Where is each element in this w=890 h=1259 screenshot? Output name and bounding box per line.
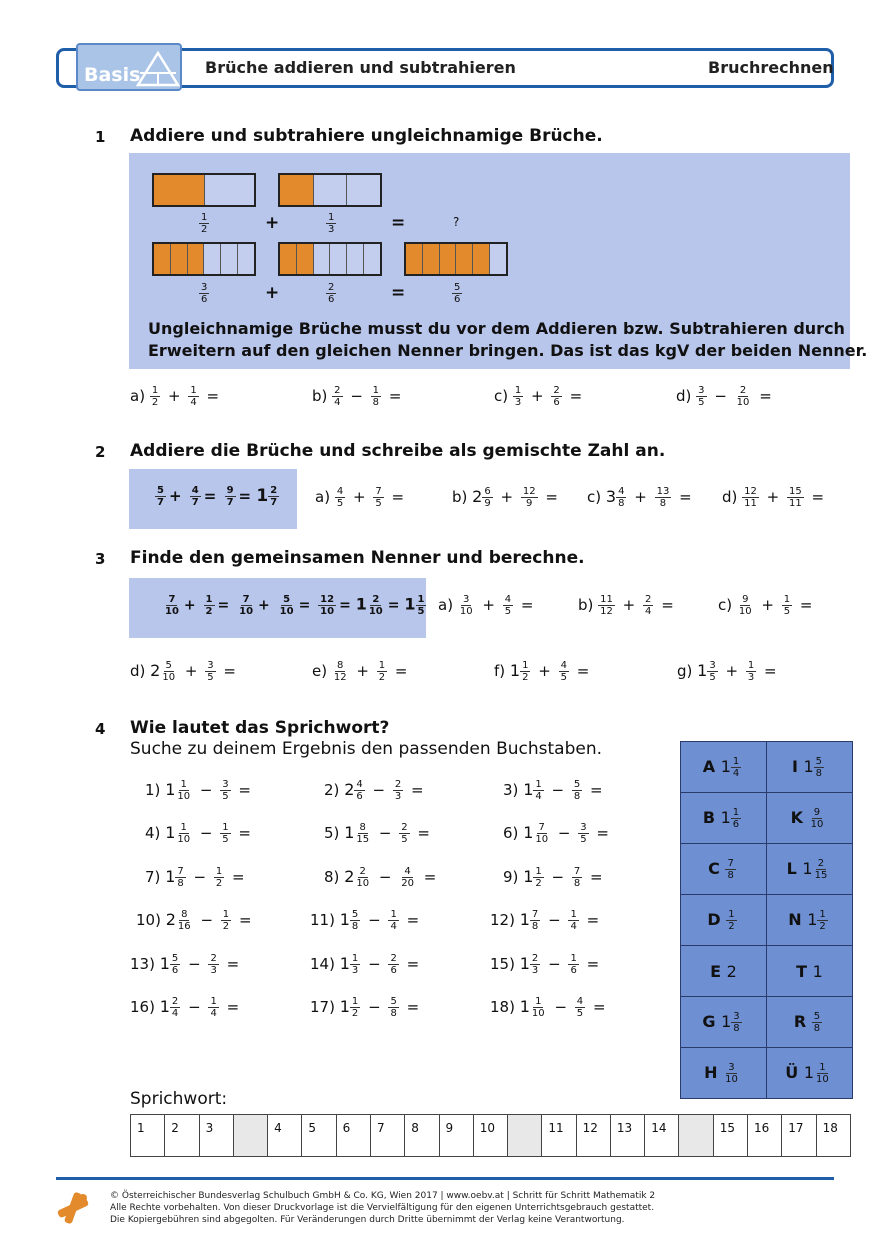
answer-cell[interactable]: 3 xyxy=(199,1115,233,1157)
equals-sign: = xyxy=(391,283,406,303)
answer-label: Sprichwort: xyxy=(130,1089,228,1109)
fraction: $\frac{1}{3}$ xyxy=(328,212,335,235)
equals-sign: = xyxy=(391,213,406,233)
exercise-item: 9) 1 $\frac{1}{2}$ − $\frac{7}{8}$ = xyxy=(503,866,603,889)
example-equation: $\frac{5}{7}$ + $\frac{4}{7}$ = $\frac{9}{7}$ = 1 $\frac{2}{7}$ xyxy=(157,485,278,508)
answer-cell[interactable]: 18 xyxy=(816,1115,850,1157)
exercise-item: 11) 1 $\frac{5}{8}$ − $\frac{1}{4}$ = xyxy=(310,909,420,932)
key-cell: H $\frac{3}{10}$ xyxy=(681,1048,767,1099)
answer-cell[interactable]: 17 xyxy=(782,1115,816,1157)
plus-sign: + xyxy=(265,213,280,233)
task-number: 4 xyxy=(95,720,106,738)
answer-cell[interactable] xyxy=(508,1115,542,1157)
answer-cell[interactable]: 11 xyxy=(542,1115,576,1157)
solution-key-table xyxy=(680,741,853,1099)
task-number: 1 xyxy=(95,128,106,146)
rule-text xyxy=(148,318,867,362)
exercise-item: c) $\frac{1}{3}$ + $\frac{2}{6}$ = xyxy=(494,385,583,408)
footer-line: Alle Rechte vorbehalten. Von dieser Druckvorlage ist die Vervielfältigung für den eigenen Unterrichtsgebrauch gestattet. xyxy=(110,1203,655,1213)
key-cell: L 1 $\frac{2}{15}$ xyxy=(767,844,853,895)
answer-cell[interactable]: 13 xyxy=(610,1115,644,1157)
task-title: Addiere und subtrahiere ungleichnamige Brüche. xyxy=(130,126,603,146)
exercise-item: 6) 1 $\frac{7}{10}$ − $\frac{3}{5}$ = xyxy=(503,822,609,845)
key-cell: K $\frac{9}{10}$ xyxy=(767,793,853,844)
answer-cell[interactable]: 10 xyxy=(473,1115,507,1157)
task-number: 2 xyxy=(95,443,106,461)
exercise-item: c) $\frac{9}{10}$ + $\frac{1}{5}$ = xyxy=(718,594,813,617)
exercise-item: 12) 1 $\frac{7}{8}$ − $\frac{1}{4}$ = xyxy=(490,909,600,932)
page-title: Brüche addieren und subtrahieren xyxy=(205,58,516,77)
answer-table xyxy=(130,1114,851,1157)
plus-sign: + xyxy=(265,283,280,303)
exercise-item: 13) 1 $\frac{5}{6}$ − $\frac{2}{3}$ = xyxy=(130,953,240,976)
fraction-bar xyxy=(278,173,382,207)
unknown-result: ? xyxy=(453,215,460,229)
key-cell: A 1 $\frac{1}{4}$ xyxy=(681,742,767,793)
footer-line: Die Kopiergebühren sind abgegolten. Für Veränderungen durch Dritte übernimmt der Verlag keine Verantwortung. xyxy=(110,1215,625,1225)
answer-cell[interactable]: 8 xyxy=(405,1115,439,1157)
key-cell: C $\frac{7}{8}$ xyxy=(681,844,767,895)
key-cell: I 1 $\frac{5}{8}$ xyxy=(767,742,853,793)
exercise-item: 1) 1 $\frac{1}{10}$ − $\frac{3}{5}$ = xyxy=(145,779,251,802)
exercise-item: a) $\frac{4}{5}$ + $\frac{7}{5}$ = xyxy=(315,486,405,509)
answer-cell[interactable]: 4 xyxy=(268,1115,302,1157)
footer-rule xyxy=(56,1177,834,1180)
answer-cell[interactable]: 14 xyxy=(645,1115,679,1157)
exercise-item: e) $\frac{8}{12}$ + $\frac{1}{2}$ = xyxy=(312,660,408,683)
exercise-item: b) $\frac{2}{4}$ − $\frac{1}{8}$ = xyxy=(312,385,402,408)
triangle-logo-icon xyxy=(136,49,180,89)
basis-logo xyxy=(76,43,182,91)
task-title: Wie lautet das Sprichwort? xyxy=(130,718,390,738)
answer-cell[interactable] xyxy=(679,1115,713,1157)
key-cell: Ü 1 $\frac{1}{10}$ xyxy=(767,1048,853,1099)
fraction-bar xyxy=(404,242,508,276)
key-cell: R $\frac{5}{8}$ xyxy=(767,997,853,1048)
exercise-item: 7) 1 $\frac{7}{8}$ − $\frac{1}{2}$ = xyxy=(145,866,245,889)
answer-cell[interactable] xyxy=(233,1115,267,1157)
exercise-item: 15) 1 $\frac{2}{3}$ − $\frac{1}{6}$ = xyxy=(490,953,600,976)
exercise-item: a) $\frac{1}{2}$ + $\frac{1}{4}$ = xyxy=(130,385,220,408)
exercise-item: 16) 1 $\frac{2}{4}$ − $\frac{1}{4}$ = xyxy=(130,996,240,1019)
exercise-item: 10) 2 $\frac{8}{16}$ − $\frac{1}{2}$ = xyxy=(136,909,252,932)
fraction: $\frac{3}{6}$ xyxy=(201,282,208,305)
answer-cell[interactable]: 9 xyxy=(439,1115,473,1157)
fraction-bar xyxy=(152,173,256,207)
example-equation: $\frac{7}{10}$ + $\frac{1}{2}$ = $\frac{7}{10}$ + $\frac{5}{10}$ = $\frac{12}{10}$ = 1 $\frac{2}{10}$ = 1 $\frac{1}{5}$ xyxy=(165,594,425,617)
exercise-item: 17) 1 $\frac{1}{2}$ − $\frac{5}{8}$ = xyxy=(310,996,420,1019)
answer-cell[interactable]: 12 xyxy=(576,1115,610,1157)
answer-cell[interactable]: 15 xyxy=(713,1115,747,1157)
rule-line: Ungleichnamige Brüche musst du vor dem Addieren bzw. Subtrahieren durch xyxy=(148,319,845,338)
key-cell: G 1 $\frac{3}{8}$ xyxy=(681,997,767,1048)
fraction-bar xyxy=(278,242,382,276)
exercise-item: 5) 1 $\frac{8}{15}$ − $\frac{2}{5}$ = xyxy=(324,822,430,845)
fraction-bar xyxy=(152,242,256,276)
footer-text xyxy=(110,1190,655,1226)
exercise-item: d) 2 $\frac{5}{10}$ + $\frac{3}{5}$ = xyxy=(130,660,236,683)
exercise-item: c) 3 $\frac{4}{8}$ + $\frac{13}{8}$ = xyxy=(587,486,692,509)
footer-line: © Österreichischer Bundesverlag Schulbuch GmbH & Co. KG, Wien 2017 | www.oebv.at | Schritt für Schritt Mathematik 2 xyxy=(110,1191,656,1201)
exercise-item: 3) 1 $\frac{1}{4}$ − $\frac{5}{8}$ = xyxy=(503,779,603,802)
logo-text: Basis xyxy=(84,64,141,86)
exercise-item: f) 1 $\frac{1}{2}$ + $\frac{4}{5}$ = xyxy=(494,660,590,683)
exercise-item: d) $\frac{12}{11}$ + $\frac{15}{11}$ = xyxy=(722,486,825,509)
task-title: Addiere die Brüche und schreibe als gemischte Zahl an. xyxy=(130,441,666,461)
exercise-item: b) $\frac{11}{12}$ + $\frac{2}{4}$ = xyxy=(578,594,674,617)
exercise-item: 18) 1 $\frac{1}{10}$ − $\frac{4}{5}$ = xyxy=(490,996,606,1019)
answer-cell[interactable]: 1 xyxy=(131,1115,165,1157)
fraction: $\frac{5}{6}$ xyxy=(454,282,461,305)
rule-line: Erweitern auf den gleichen Nenner bringen. Das ist das kgV der beiden Nenner. xyxy=(148,341,868,360)
exercise-item: 14) 1 $\frac{1}{3}$ − $\frac{2}{6}$ = xyxy=(310,953,420,976)
task-title: Finde den gemeinsamen Nenner und berechne. xyxy=(130,548,585,568)
answer-cell[interactable]: 5 xyxy=(302,1115,336,1157)
answer-cell[interactable]: 7 xyxy=(370,1115,404,1157)
exercise-item: d) $\frac{3}{5}$ − $\frac{2}{10}$ = xyxy=(676,385,772,408)
key-cell: B 1 $\frac{1}{6}$ xyxy=(681,793,767,844)
answer-cell[interactable]: 6 xyxy=(336,1115,370,1157)
exercise-item: b) 2 $\frac{6}{9}$ + $\frac{12}{9}$ = xyxy=(452,486,558,509)
exercise-item: a) $\frac{3}{10}$ + $\frac{4}{5}$ = xyxy=(438,594,534,617)
key-cell: E 2 xyxy=(681,946,767,997)
fraction: $\frac{2}{6}$ xyxy=(328,282,335,305)
key-cell: T 1 xyxy=(767,946,853,997)
exercise-item: g) 1 $\frac{3}{5}$ + $\frac{1}{3}$ = xyxy=(677,660,777,683)
key-cell: N 1 $\frac{1}{2}$ xyxy=(767,895,853,946)
exercise-item: 8) 2 $\frac{2}{10}$ − $\frac{4}{20}$ = xyxy=(324,866,437,889)
answer-cell[interactable]: 2 xyxy=(165,1115,199,1157)
section-title: Bruchrechnen xyxy=(708,58,834,77)
task-number: 3 xyxy=(95,550,106,568)
fraction: $\frac{1}{2}$ xyxy=(201,212,208,235)
exercise-item: 4) 1 $\frac{1}{10}$ − $\frac{1}{5}$ = xyxy=(145,822,251,845)
task-subtitle: Suche zu deinem Ergebnis den passenden Buchstaben. xyxy=(130,739,602,759)
publisher-logo-icon xyxy=(55,1190,91,1226)
key-cell: D $\frac{1}{2}$ xyxy=(681,895,767,946)
exercise-item: 2) 2 $\frac{4}{6}$ − $\frac{2}{3}$ = xyxy=(324,779,424,802)
answer-cell[interactable]: 16 xyxy=(748,1115,782,1157)
